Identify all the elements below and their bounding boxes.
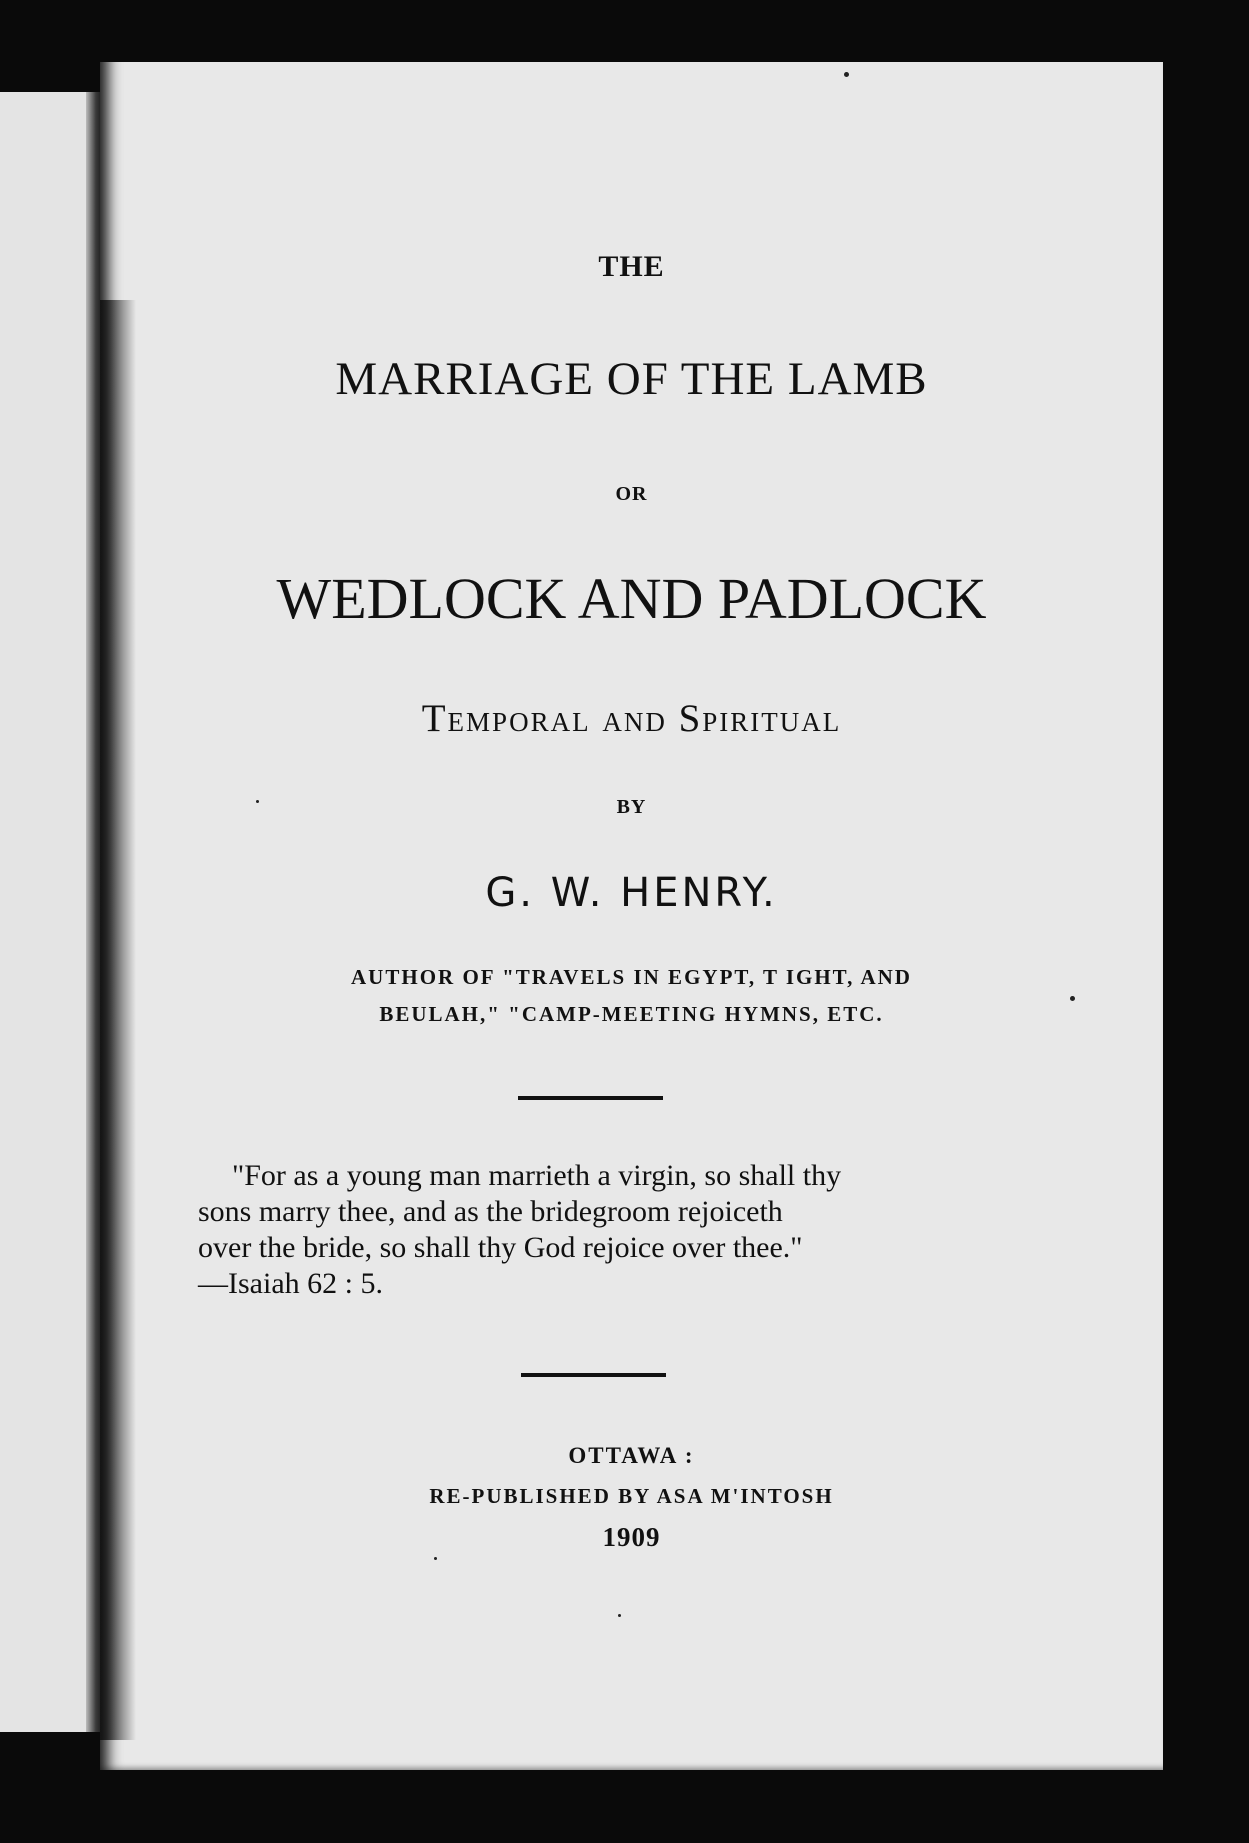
divider-rule [521,1373,666,1377]
scan-speck [1070,996,1075,1001]
epigraph-source: —Isaiah 62 : 5. [198,1267,383,1300]
imprint-city: OTTAWA : [568,1443,695,1468]
divider-rule [518,1096,663,1100]
author-name: G. W. HENRY. [485,870,778,916]
imprint-publisher: RE-PUBLISHED BY ASA M'INTOSH [429,1484,834,1508]
subtitle-qualifier: Temporal and Spiritual [421,697,842,740]
scan-speck [434,1557,437,1560]
scan-speck [618,1614,621,1617]
title-page [100,62,1163,1770]
imprint-year: 1909 [602,1522,661,1552]
title-the: THE [598,250,665,283]
book-subtitle: WEDLOCK AND PADLOCK [276,566,987,631]
byline-by: BY [616,796,647,818]
book-title: MARRIAGE OF THE LAMB [335,353,928,405]
epigraph-line: over the bride, so shall thy God rejoice over thee." [198,1231,803,1264]
title-or: OR [615,483,648,505]
epigraph [198,1158,990,1302]
scan-speck [844,72,849,77]
epigraph-line: "For as a young man marrieth a virgin, so shall thy [232,1159,842,1192]
epigraph-line: sons marry thee, and as the bridegroom rejoiceth [198,1195,783,1228]
author-works-line-1: AUTHOR OF "TRAVELS IN EGYPT, T IGHT, AND [351,965,912,989]
author-works-line-2: BEULAH," "CAMP-MEETING HYMNS, ETC. [379,1002,884,1026]
